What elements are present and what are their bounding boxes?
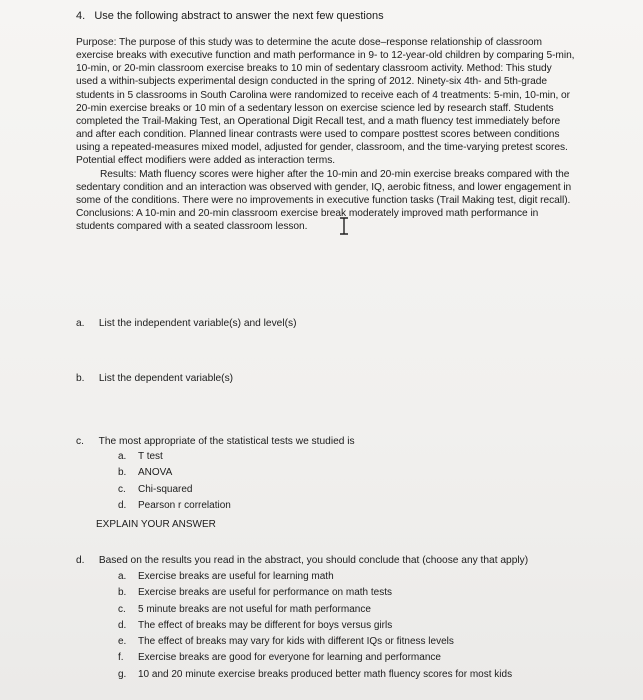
part-c	[76, 436, 355, 447]
option-letter: a.	[118, 451, 127, 462]
part-c-letter: c.	[76, 436, 84, 447]
part-a-letter: a.	[76, 318, 85, 329]
option-row[interactable]	[118, 465, 231, 481]
part-d-options	[118, 569, 512, 683]
part-d-text: Based on the results you read in the abstract, you should conclude that (choose any that apply)	[98, 555, 529, 566]
option-text: Exercise breaks are useful for performance on math tests	[138, 587, 393, 599]
option-row[interactable]	[118, 650, 512, 666]
option-letter: c.	[118, 483, 126, 495]
question-number: 4.	[76, 10, 86, 22]
option-text: The effect of breaks may be different for boys versus girls	[138, 619, 393, 631]
option-letter: b.	[118, 587, 127, 599]
question-heading	[76, 10, 384, 22]
option-letter: e.	[118, 636, 127, 648]
text-cursor-icon	[339, 217, 349, 235]
part-a	[76, 318, 296, 329]
part-c-text: The most appropriate of the statistical tests we studied is	[98, 436, 355, 447]
option-row[interactable]	[118, 449, 231, 465]
option-row[interactable]	[118, 602, 512, 618]
part-b-letter: b.	[76, 373, 85, 384]
option-letter: b.	[118, 467, 127, 479]
abstract-purpose: Purpose: The purpose of this study was to determine the acute dose–response relationship of classroom exercise breaks with executive function and math performance in 9- to 12-year-old children by comparing 5-min, 10-min, or 20-min classroom exercise breaks to 10 min of sedentary classroom activity. Method: This study used a within-subjects experimental design conducted in the spring of 2012. Ninety-six 4th- and 5th-grade students in 5 classrooms in South Carolina were randomized to receive each of 4 treatments: 5-min, 10-min, or 20-min exercise breaks or 10 min of a sedentary lesson on exercise science led by research staff. Students completed the Trail-Making Test, an Operational Digit Recall test, and a math fluency test immediately before and after each condition. Planned linear contrasts were used to compare posttest scores between conditions using a repeated-measures mixed model, adjusted for gender, classroom, and the time-varying pretest scores. Potential effect modifiers were added as interaction terms.	[76, 37, 575, 167]
option-row[interactable]	[118, 498, 231, 514]
option-text: The effect of breaks may vary for kids with different IQs or fitness levels	[138, 636, 454, 648]
part-a-text: List the independent variable(s) and level(s)	[98, 318, 297, 329]
option-letter: c.	[118, 603, 126, 615]
option-text: 10 and 20 minute exercise breaks produced better math fluency scores for most kids	[138, 668, 513, 680]
part-b	[76, 373, 233, 384]
part-d-letter: d.	[76, 555, 85, 566]
option-letter: a.	[118, 571, 127, 582]
option-text: Exercise breaks are useful for learning math	[138, 571, 334, 582]
abstract-block	[76, 36, 576, 233]
option-text: ANOVA	[138, 467, 173, 479]
option-letter: d.	[118, 619, 127, 631]
option-row[interactable]	[118, 634, 512, 650]
option-text: Pearson r correlation	[138, 499, 231, 511]
explain-instruction: EXPLAIN YOUR ANSWER	[96, 519, 216, 530]
option-row[interactable]	[118, 585, 512, 601]
option-text: 5 minute breaks are not useful for math performance	[138, 603, 371, 615]
option-letter: d.	[118, 499, 127, 511]
question-title: Use the following abstract to answer the next few questions	[94, 10, 384, 22]
option-text: Exercise breaks are good for everyone for learning and performance	[138, 652, 441, 664]
part-c-options	[118, 449, 231, 514]
abstract-results: Results: Math fluency scores were higher after the 10-min and 20-min exercise breaks compared with the sedentary condition and an interaction was observed with gender, IQ, aerobic fitness, and lower engagement in some of the conditions. There were no improvements in executive function tasks (Trail Making test, digit recall). Conclusions: A 10-min and 20-min classroom exercise break moderately improved math performance in students compared with a seated classroom lesson.	[76, 168, 572, 233]
part-d	[76, 555, 528, 566]
option-row[interactable]	[118, 667, 512, 683]
part-b-text: List the dependent variable(s)	[98, 373, 234, 384]
option-letter: g.	[118, 668, 127, 680]
option-row[interactable]	[118, 618, 512, 634]
option-row[interactable]	[118, 569, 512, 585]
option-text: Chi-squared	[138, 483, 193, 495]
option-letter: f.	[118, 652, 124, 664]
option-row[interactable]	[118, 482, 231, 498]
option-text: T test	[138, 451, 163, 462]
